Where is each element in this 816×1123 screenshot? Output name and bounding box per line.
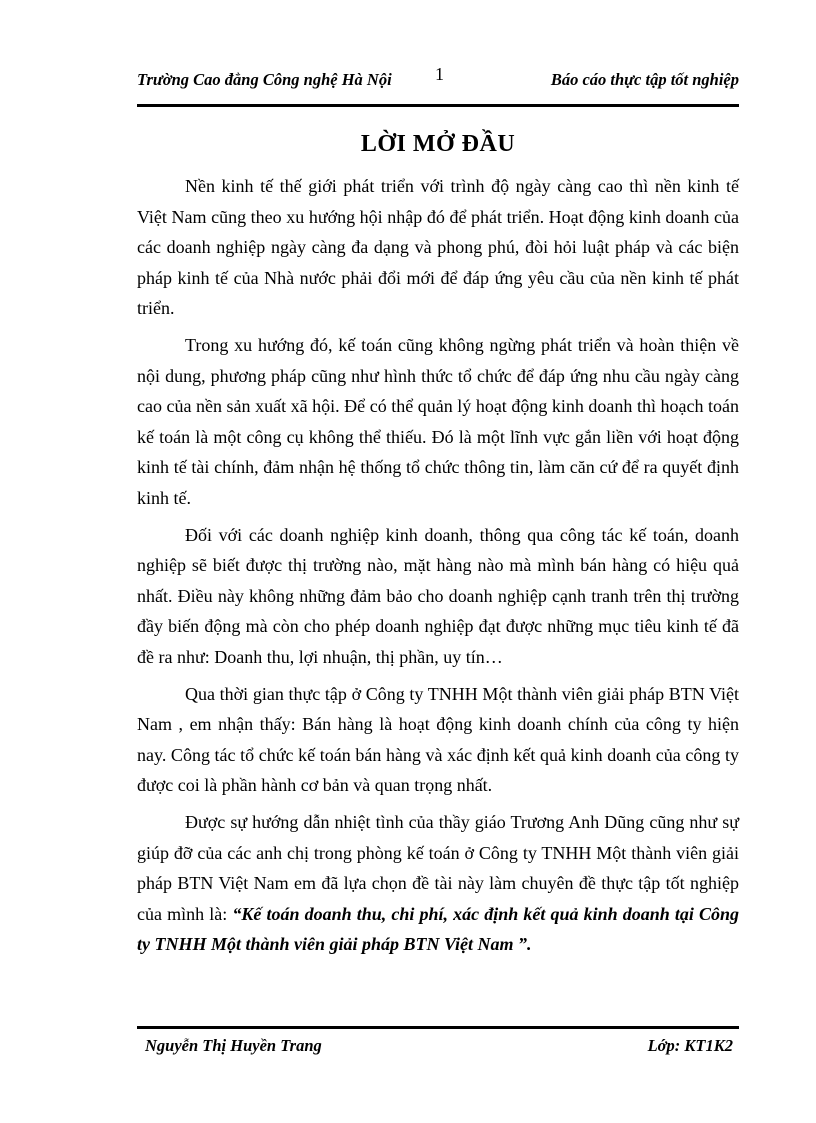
- document-body: [137, 171, 739, 966]
- paragraph-topic: [137, 807, 739, 960]
- thesis-topic: “Kế toán doanh thu, chi phí, xác định kết quả kinh doanh tại Công ty TNHH Một thành viên giải pháp BTN Việt Nam ”.: [137, 903, 739, 954]
- header-divider: [137, 104, 739, 107]
- page-number: 1: [435, 64, 444, 84]
- footer-author: Nguyễn Thị Huyền Trang: [145, 1036, 322, 1055]
- paragraph-text: Được sự hướng dẫn nhiệt tình của thầy giáo Trương Anh Dũng cũng như sự giúp đỡ của các anh chị trong phòng kế toán ở Công ty TNHH Một thành viên giải pháp BTN Việt Nam em đã lựa chọn đề tài này làm chuyên đề thực tập tốt nghiệp của mình là:: [137, 812, 739, 924]
- paragraph: Đối với các doanh nghiệp kinh doanh, thông qua công tác kế toán, doanh nghiệp sẽ biết được thị trường nào, mặt hàng nào mà mình bán hàng có hiệu quả nhất. Điều này không những đảm bảo cho doanh nghiệp cạnh tranh trên thị trường đầy biến động mà còn cho phép doanh nghiệp đạt được những mục tiêu kinh tế đã đề ra như: Doanh thu, lợi nhuận, thị phần, uy tín…: [137, 524, 739, 667]
- paragraph: Trong xu hướng đó, kế toán cũng không ngừng phát triển và hoàn thiện về nội dung, phương pháp cũng như hình thức tổ chức để đáp ứng nhu cầu ngày càng cao của nền sản xuất xã hội. Để có thể quản lý hoạt động kinh doanh thì hoạch toán kế toán là một công cụ không thể thiếu. Đó là một lĩnh vực gắn liền với hoạt động kinh tế tài chính, đảm nhận hệ thống tổ chức thông tin, làm căn cứ để ra quyết định kinh tế.: [137, 335, 739, 508]
- page-header: [137, 64, 739, 96]
- footer-divider: [137, 1026, 739, 1029]
- header-school-name: Trường Cao đẳng Công nghệ Hà Nội: [137, 70, 392, 89]
- page-footer: [137, 1036, 739, 1060]
- page-title: LỜI MỞ ĐẦU: [360, 131, 516, 157]
- paragraph: Nền kinh tế thế giới phát triển với trình độ ngày càng cao thì nền kinh tế Việt Nam cũng theo xu hướng hội nhập đó để phát triển. Hoạt động kinh doanh của các doanh nghiệp ngày càng đa dạng và phong phú, đòi hỏi luật pháp và các biện pháp kinh tế của Nhà nước phải đổi mới để đáp ứng yêu cầu của nền kinh tế phát triển.: [137, 176, 739, 318]
- header-report-type: Báo cáo thực tập tốt nghiệp: [550, 70, 739, 89]
- footer-class: Lớp: KT1K2: [647, 1036, 733, 1055]
- paragraph: Qua thời gian thực tập ở Công ty TNHH Một thành viên giải pháp BTN Việt Nam , em nhận thấy: Bán hàng là hoạt động kinh doanh chính của công ty hiện nay. Công tác tổ chức kế toán bán hàng và xác định kết quả kinh doanh của công ty được coi là phần hành cơ bản và quan trọng nhất.: [137, 683, 739, 795]
